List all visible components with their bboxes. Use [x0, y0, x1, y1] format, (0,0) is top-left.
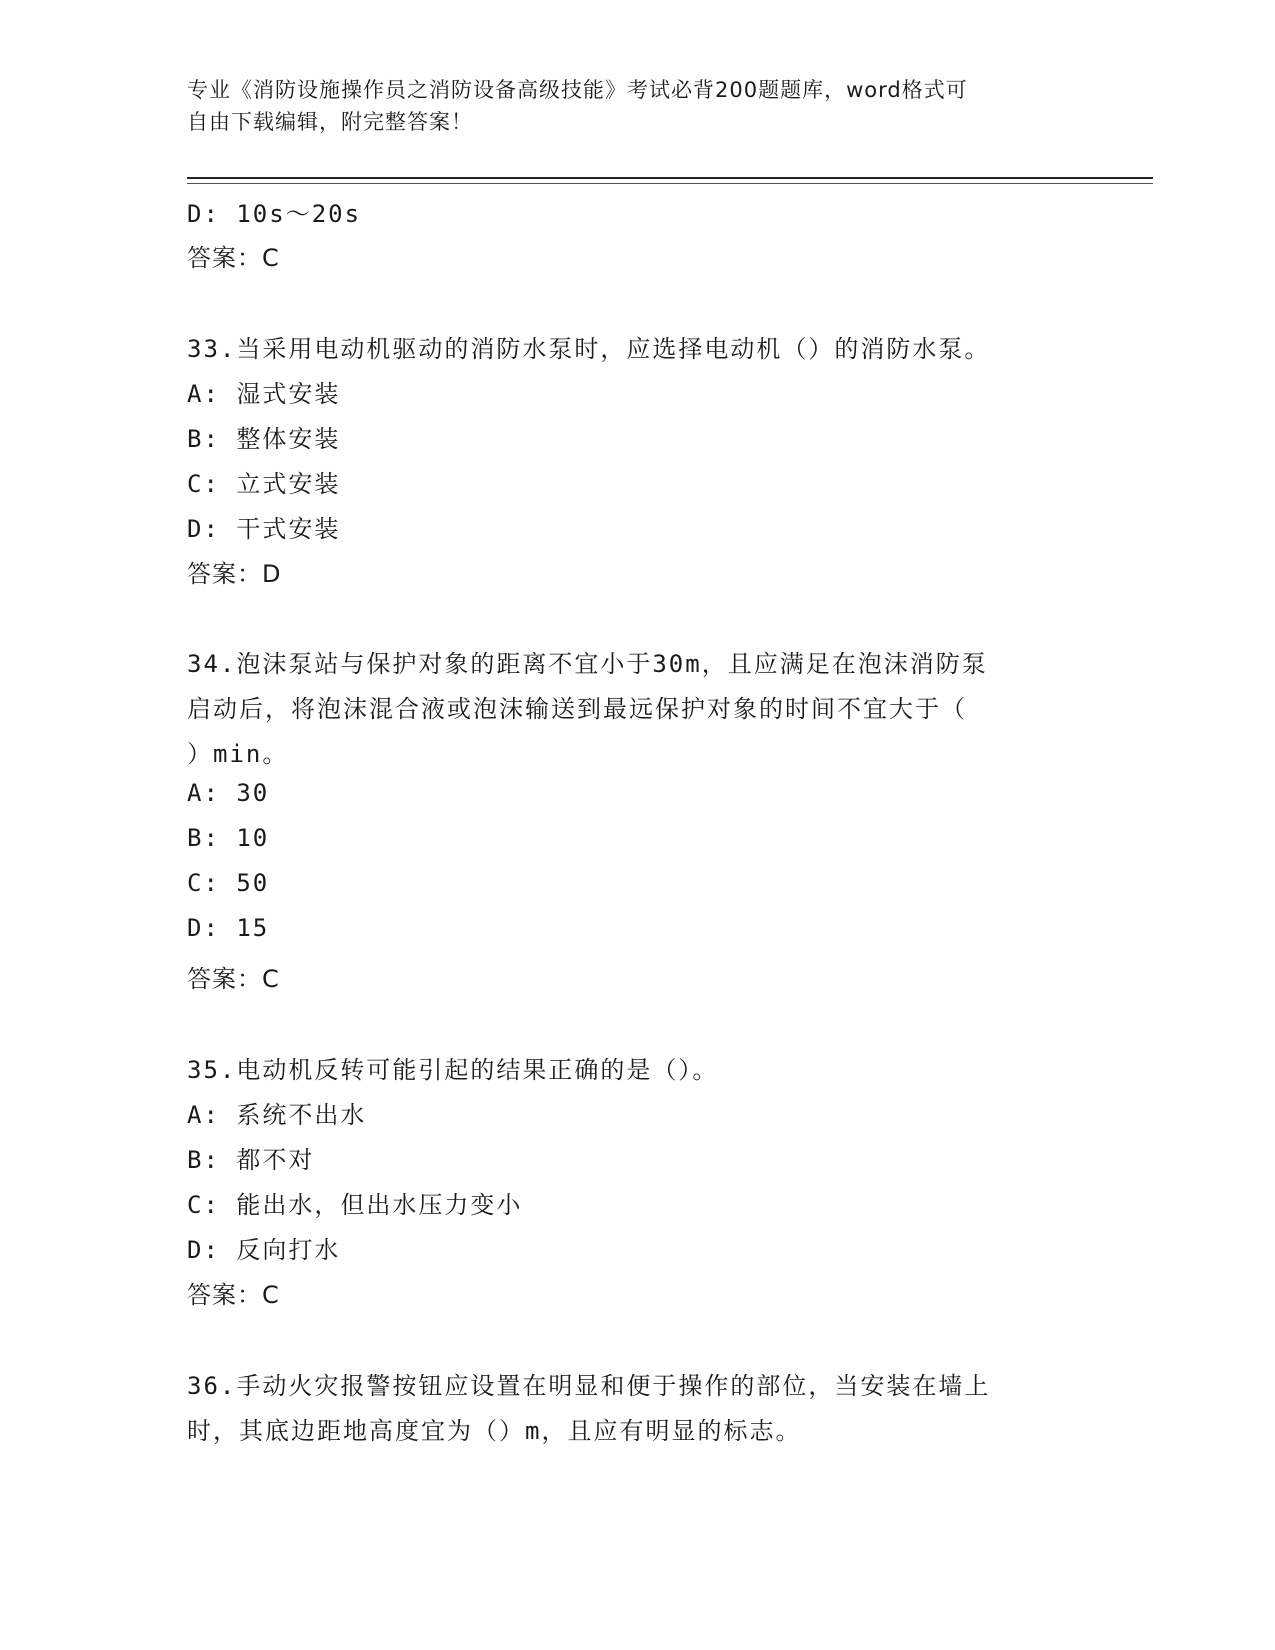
question-34-answer: 答案：C	[187, 965, 280, 993]
question-35-answer: 答案：C	[187, 1281, 280, 1309]
header-line-1: 专业《消防设施操作员之消防设备高级技能》考试必背200题题库，word格式可	[187, 78, 968, 102]
question-34-text-line-2: 启动后，将泡沫混合液或泡沫输送到最远保护对象的时间不宜大于（	[187, 695, 967, 723]
question-35-option-b: B: 都不对	[187, 1146, 315, 1174]
question-36-text-line-2: 时，其底边距地高度宜为（）m，且应有明显的标志。	[187, 1417, 802, 1445]
question-33-option-b: B: 整体安装	[187, 425, 341, 453]
question-35-option-c: C: 能出水，但出水压力变小	[187, 1191, 523, 1219]
question-34-option-d: D: 15	[187, 914, 270, 942]
question-34-text-line-1: 34.泡沫泵站与保护对象的距离不宜小于30m，且应满足在泡沫消防泵	[187, 650, 988, 678]
prev-option-d: D: 10s～20s	[187, 200, 362, 228]
page-header	[187, 74, 1067, 138]
header-divider-thin	[187, 183, 1153, 184]
question-34-option-c: C: 50	[187, 869, 270, 897]
question-34-text-line-3: ）min。	[187, 740, 289, 768]
question-33-option-a: A: 湿式安装	[187, 380, 341, 408]
header-line-2: 自由下载编辑，附完整答案！	[187, 110, 473, 134]
question-36-text-line-1: 36.手动火灾报警按钮应设置在明显和便于操作的部位，当安装在墙上	[187, 1372, 991, 1400]
question-34-option-b: B: 10	[187, 824, 270, 852]
question-34-option-a: A: 30	[187, 779, 270, 807]
question-35-text: 35.电动机反转可能引起的结果正确的是（）。	[187, 1056, 719, 1084]
question-33-option-c: C: 立式安装	[187, 470, 341, 498]
question-35-option-a: A: 系统不出水	[187, 1101, 367, 1129]
header-divider-thick	[187, 177, 1153, 179]
prev-answer: 答案：C	[187, 244, 280, 272]
question-33-option-d: D: 干式安装	[187, 515, 341, 543]
question-33-text: 33.当采用电动机驱动的消防水泵时，应选择电动机（）的消防水泵。	[187, 335, 991, 363]
question-33-answer: 答案：D	[187, 560, 282, 588]
question-35-option-d: D: 反向打水	[187, 1236, 341, 1264]
